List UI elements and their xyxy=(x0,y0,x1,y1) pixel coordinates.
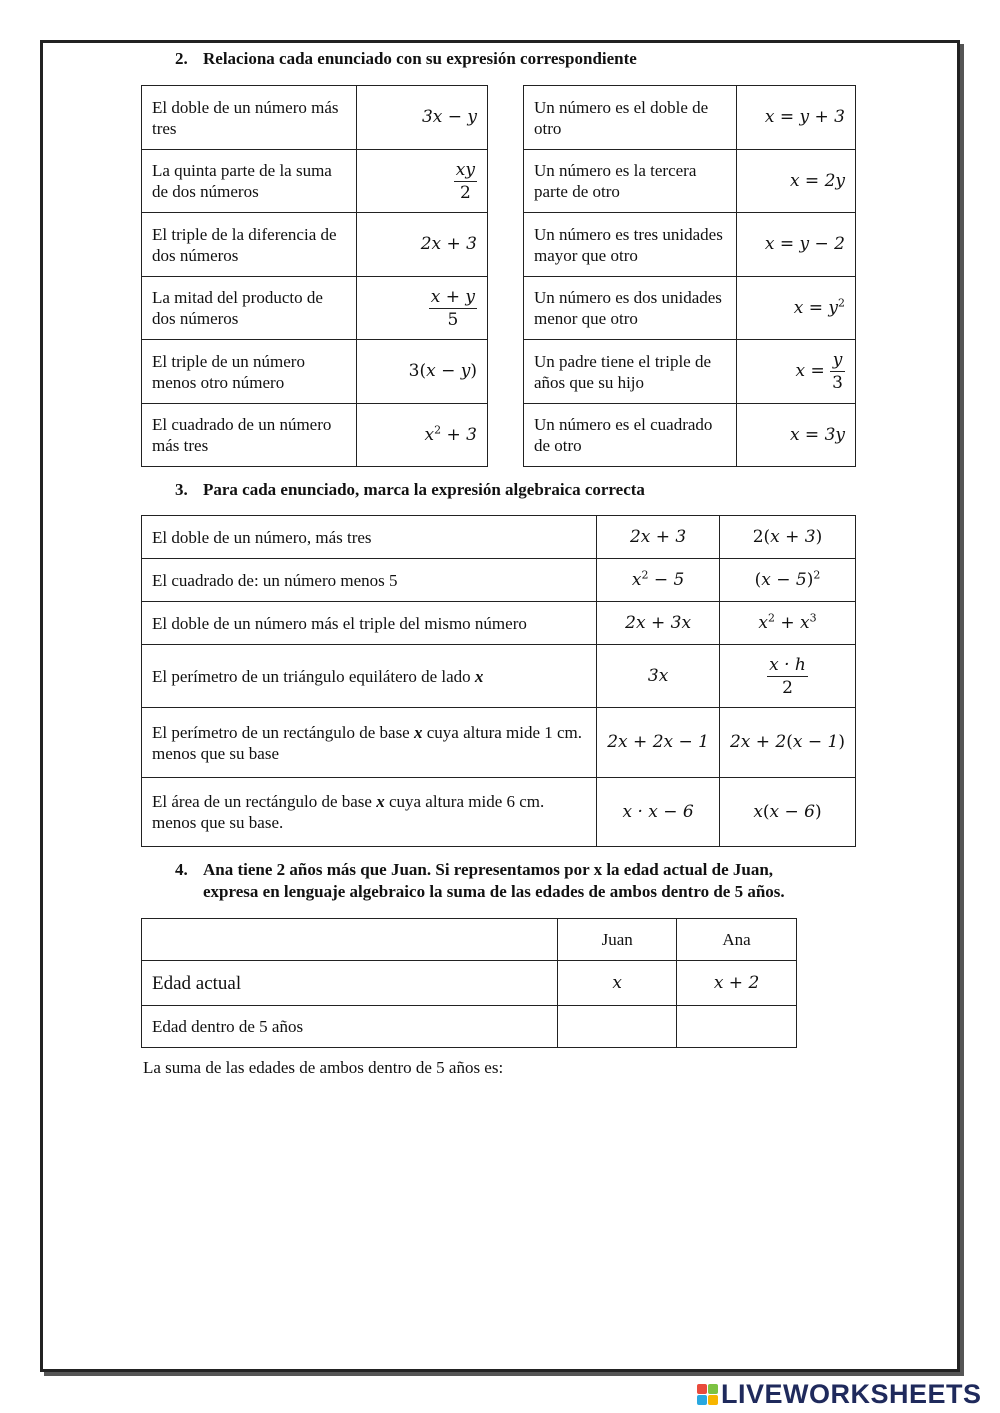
q2-title: 2. Relaciona cada enunciado con su expresión correspondiente xyxy=(175,49,637,68)
q2-left-expression[interactable]: 3x − y xyxy=(357,86,488,150)
q2-right-statement: Un padre tiene el triple de años que su hijo xyxy=(524,340,737,404)
q4-juan-future-input[interactable] xyxy=(558,1006,677,1048)
q2-right-expression[interactable]: x = 3y xyxy=(737,404,856,467)
q4-sum-label: La suma de las edades de ambos dentro de 5 años es: xyxy=(143,1058,504,1077)
q2-left-table xyxy=(141,85,488,467)
q2-right-table xyxy=(523,85,856,467)
q2-left-statement: La mitad del producto de dos números xyxy=(142,277,357,340)
q4-title: 4. Ana tiene 2 años más que Juan. Si representamos por x la edad actual de Juan, expresa en lenguaje algebraico la suma de las edades de ambos dentro de 5 años. xyxy=(175,860,785,901)
q3-option-b[interactable]: $\frac{x \cdot h}{2}$ xyxy=(719,645,855,708)
q3-option-a[interactable]: x · x − 6 xyxy=(597,778,720,847)
q2-left-statement: El triple de la diferencia de dos números xyxy=(142,213,357,277)
q3-title: 3. Para cada enunciado, marca la expresión algebraica correcta xyxy=(175,480,645,499)
q3-statement: El perímetro de un triángulo equilátero de lado x xyxy=(142,645,597,708)
q3-statement: El área de un rectángulo de base x cuya altura mide 6 cm. menos que su base. xyxy=(142,778,597,847)
q2-right-statement: Un número es el cuadrado de otro xyxy=(524,404,737,467)
q3-option-b[interactable]: 2x + 2(x − 1) xyxy=(719,708,855,778)
q4-header-juan: Juan xyxy=(558,919,677,961)
q2-right-expression[interactable]: $x = y^2$ xyxy=(737,277,856,340)
q4-ana-current: x + 2 xyxy=(677,961,797,1006)
q3-statement: El doble de un número, más tres xyxy=(142,516,597,559)
q2-left-statement: El doble de un número más tres xyxy=(142,86,357,150)
q3-option-b[interactable]: $(x - 5)^2$ xyxy=(719,559,855,602)
q3-statement: El doble de un número más el triple del mismo número xyxy=(142,602,597,645)
q3-option-b[interactable]: x(x − 6) xyxy=(719,778,855,847)
liveworksheets-logo: LIVEWORKSHEETS xyxy=(697,1378,982,1410)
q4-row-label: Edad dentro de 5 años xyxy=(142,1006,558,1048)
q3-option-b[interactable]: 2(x + 3) xyxy=(719,516,855,559)
q2-left-statement: La quinta parte de la suma de dos números xyxy=(142,150,357,213)
q4-header-empty xyxy=(142,919,558,961)
q4-juan-current: x xyxy=(558,961,677,1006)
q2-right-statement: Un número es tres unidades mayor que otro xyxy=(524,213,737,277)
q2-right-expression[interactable]: x = y + 3 xyxy=(737,86,856,150)
q3-option-a[interactable]: 3x xyxy=(597,645,720,708)
q2-right-expression[interactable]: x = 2y xyxy=(737,150,856,213)
q2-left-expression[interactable]: $x^2 + 3$ xyxy=(357,404,488,467)
q2-left-statement: El cuadrado de un número más tres xyxy=(142,404,357,467)
logo-icon xyxy=(697,1384,718,1405)
q4-table xyxy=(141,918,797,1048)
q3-option-a[interactable]: 2x + 3x xyxy=(597,602,720,645)
q3-option-a[interactable]: $x^2 - 5$ xyxy=(597,559,720,602)
q2-right-statement: Un número es la tercera parte de otro xyxy=(524,150,737,213)
q4-row-label: Edad actual xyxy=(142,961,558,1006)
q2-left-statement: El triple de un número menos otro número xyxy=(142,340,357,404)
q2-right-statement: Un número es el doble de otro xyxy=(524,86,737,150)
q3-statement: El perímetro de un rectángulo de base x cuya altura mide 1 cm. menos que su base xyxy=(142,708,597,778)
q3-statement: El cuadrado de: un número menos 5 xyxy=(142,559,597,602)
q3-option-a[interactable]: 2x + 3 xyxy=(597,516,720,559)
q4-ana-future-input[interactable] xyxy=(677,1006,797,1048)
q2-right-expression[interactable]: x = y − 2 xyxy=(737,213,856,277)
q2-left-expression[interactable]: 2x + 3 xyxy=(357,213,488,277)
q2-right-statement: Un número es dos unidades menor que otro xyxy=(524,277,737,340)
q2-left-expression[interactable]: $\frac{xy}{2}$ xyxy=(357,150,488,213)
q2-left-expression[interactable]: 3(x − y) xyxy=(357,340,488,404)
q3-option-a[interactable]: 2x + 2x − 1 xyxy=(597,708,720,778)
q4-header-ana: Ana xyxy=(677,919,797,961)
q2-left-expression[interactable]: $\frac{x + y}{5}$ xyxy=(357,277,488,340)
q3-option-b[interactable]: $x^2 + x^3$ xyxy=(719,602,855,645)
q3-table xyxy=(141,515,856,847)
q2-right-expression[interactable]: x = $\frac{y}{3}$ xyxy=(737,340,856,404)
